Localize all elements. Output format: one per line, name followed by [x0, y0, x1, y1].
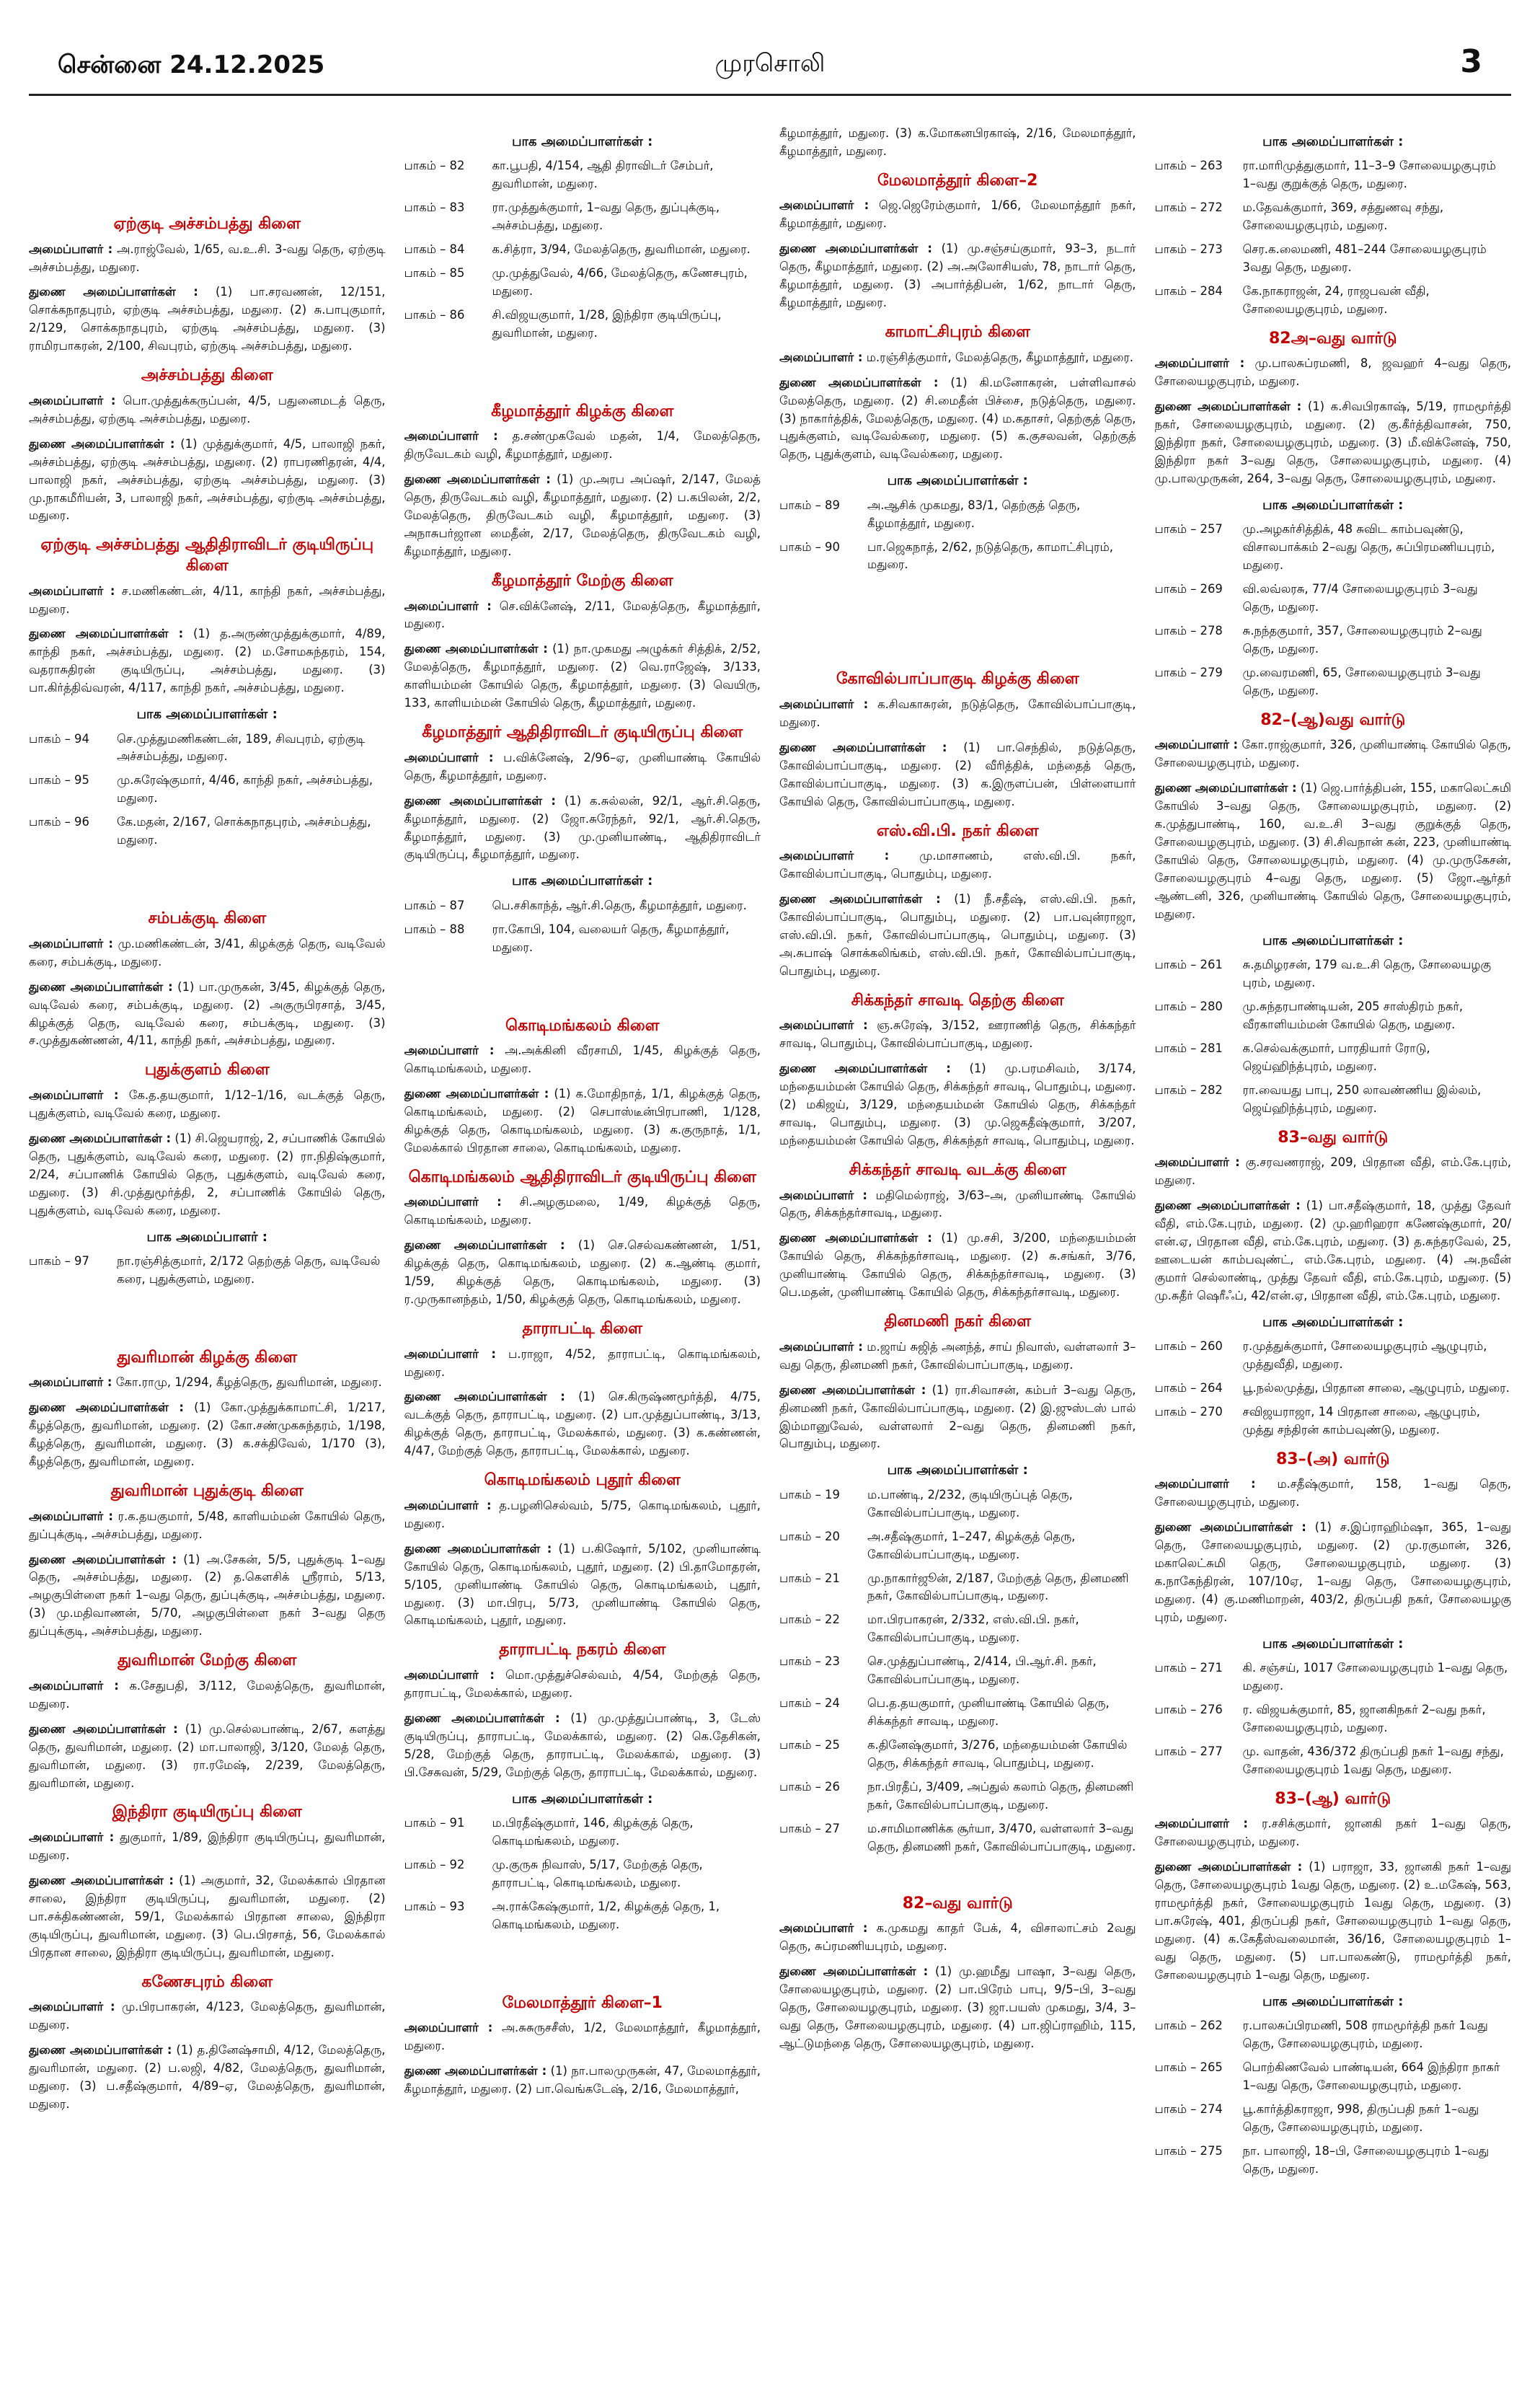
booth-number: பாகம் – 272: [1154, 200, 1223, 215]
paper-name: முரசொலி: [714, 49, 826, 78]
booth-organizer: மு.முத்துவேல், 4/66, மேலத்தெரு, கணேசபுரம், மதுரை.: [492, 266, 748, 298]
booth-row: [1155, 956, 1512, 992]
booth-heading: பாக அமைப்பாளர்கள் :: [136, 707, 278, 723]
booth-organizer: மு.நாகார்ஜூன், 2/187, மேற்குத் தெரு, தினமணி நகர், கோவில்பாப்பாகுடி, மதுரை.: [867, 1571, 1129, 1603]
deputy-organizers: துணை அமைப்பாளர்கள் : (1) பா.சதீஷ்குமார், 18, முத்து தேவர் வீதி, எம்.கே.புரம், மதுரை. (2) மு.ஹரிஹரா கணேஷ்குமார், 20/என்.ஏ, பிரதான வீதி, எம்.கே.புரம், மதுரை. (3) த.சுந்தரவேல், 25, ஊடையன் காம்பவுண்ட், எம்.கே.புரம், மதுரை. (4) அ.நவீன் குமார் செல்லாண்டி, முத்து தேவர் வீதி, எம்.கே.புரம், மதுரை. (5) மு.சுதீர் ஷெரீஃப், 42/என்.ஏ, பிரதான வீதி, எம்.கே.புரம், மதுரை.: [1154, 1199, 1511, 1302]
branch-title: துவரிமான் புதுக்குடி கிளை: [110, 1482, 304, 1501]
branch-title: தாராபட்டி கிளை: [522, 1320, 642, 1338]
booth-list: [1155, 157, 1512, 319]
booth-heading: பாக அமைப்பாளர்கள் :: [1262, 932, 1404, 948]
booth-number: பாகம் – 279: [1154, 665, 1223, 679]
booth-heading: பாக அமைப்பாளர்கள் :: [512, 134, 653, 149]
issue-date: சென்னை 24.12.2025: [58, 50, 325, 79]
booth-row: [404, 1856, 761, 1892]
booth-heading: பாக அமைப்பாளர்கள் :: [1262, 134, 1404, 149]
booth-list: [404, 157, 761, 342]
booth-organizer: மு.சுரேஷ்குமார், 4/46, காந்தி நகர், அச்சம்பத்து, மதுரை.: [117, 773, 373, 806]
booth-number: பாகம் – 280: [1154, 1000, 1223, 1014]
booth-organizer: ரா.மாரிமுத்துகுமார், 11–3–9 சோலையழகுபுரம் 1–வது குறுக்குத் தெரு, மதுரை.: [1242, 159, 1496, 191]
organizer: அமைப்பாளர் : மு.பிரபாகரன், 4/123, மேலத்தெரு, துவரிமான், மதுரை.: [29, 2000, 386, 2032]
booth-organizer: அ.ஆசிக் முகமது, 83/1, தெற்குத் தெரு, கீழமாத்தூர், மதுரை.: [867, 498, 1081, 530]
booth-organizer: நா.ரஞ்சித்குமார், 2/172 தெற்குத் தெரு, வடிவேல் கரை, புதுக்குளம், மதுரை.: [117, 1253, 381, 1286]
booth-number: பாகம் – 25: [779, 1738, 840, 1752]
booth-number: பாகம் – 87: [404, 898, 465, 912]
booth-heading: பாக அமைப்பாளர்கள் :: [1262, 1314, 1404, 1330]
branch-title: கொடிமங்கலம் ஆதிதிராவிடர் குடியிருப்பு கிளை: [408, 1168, 756, 1186]
branch-title: மேலமாத்தூர் கிளை–2: [877, 171, 1038, 190]
booth-organizer: சு.தமிழரசன், 179 வ.உ.சி தெரு, சோலையழகு புரம், மதுரை.: [1242, 958, 1491, 990]
booth-row: [1155, 2059, 1512, 2095]
booth-row: [779, 1611, 1136, 1647]
booth-list: [29, 731, 386, 850]
booth-organizer: ர.முத்துக்குமார், சோலையழகுபுரம் ஆழுபுரம், முத்துவீதி, மதுரை.: [1242, 1339, 1487, 1372]
booth-organizer: சு.நந்தகுமார், 357, சோலையழகுபுரம் 2–வது தெரு, மதுரை.: [1242, 624, 1482, 656]
organizer: அமைப்பாளர் : துகுமார், 1/89, இந்திரா குடியிருப்பு, துவரிமான், மதுரை.: [29, 1830, 386, 1862]
booth-number: பாகம் – 93: [404, 1899, 465, 1913]
deputy-organizers: துணை அமைப்பாளர்கள் : (1) நா.முகமது அழுக்கர் சித்திக், 2/52, மேலத்தெரு, கீழமாத்தூர், மதுரை. (2) வெ.ராஜேஷ், 3/133, காளியம்மன் கோயில் தெரு, கீழமாத்தூர், மதுரை. (3) வெயிரு, 133, காளியம்மன் கோயில் தெரு, கீழமாத்தூர், மதுரை.: [404, 642, 761, 710]
deputy-organizers: துணை அமைப்பாளர்கள் : (1) ரா.சிவாசன், கம்பர் 3–வது தெரு, தினமணி நகர், கோவில்பாப்பாகுடி, மதுரை. (2) இ.ஜுஸ்டஸ் பால் இம்மானுவேல், வள்ளலார் 2–வது தெரு, தினமணி நகர், பொதும்பு, மதுரை.: [779, 1382, 1136, 1451]
booth-organizer: ர.பாலசுப்பிரமணி, 508 ராமமூர்த்தி நகர் 1வது தெரு, சோலையழகுபுரம், மதுரை.: [1242, 2019, 1488, 2051]
booth-organizer: ம.தேவக்குமார், 369, சத்துணவு சந்து, சோலையழகுபுரம், மதுரை.: [1242, 200, 1444, 233]
booth-organizer: செ.முத்துப்பாண்டி, 2/414, பி.ஆர்.சி. நகர், கோவில்பாப்பாகுடி, மதுரை.: [867, 1654, 1097, 1687]
booth-heading: பாக அமைப்பாளர்கள் :: [887, 1463, 1028, 1478]
organizer: அமைப்பாளர் : கே.த.தயகுமார், 1/12–1/16, வடக்குத் தெரு, புதுக்குளம், வடிவேல் கரை, மதுரை.: [29, 1088, 386, 1120]
booth-list: [404, 1814, 761, 1934]
branch-title: எஸ்.வி.பி. நகர் கிளை: [876, 821, 1039, 840]
booth-organizer: பெ.த.தயகுமார், முனியாண்டி கோயில் தெரு, சிக்கந்தர் சாவடி, மதுரை.: [867, 1696, 1110, 1729]
branch-title: துவரிமான் மேற்கு கிளை: [118, 1651, 297, 1670]
booth-row: [404, 265, 761, 301]
booth-row: [779, 1528, 1136, 1564]
ward-title: 82–(ஆ)வது வார்டு: [1260, 710, 1406, 729]
organizer: அமைப்பாளர் : ச.மணிகண்டன், 4/11, காந்தி நகர், அச்சம்பத்து, மதுரை.: [29, 583, 386, 616]
booth-list: [404, 897, 761, 957]
booth-row: [779, 1778, 1136, 1814]
booth-number: பாகம் – 83: [404, 200, 465, 215]
organizer: அமைப்பாளர் : பொ.முத்துக்கருப்பன், 4/5, பதுனைமடத் தெரு, அச்சம்பத்து, ஏற்குடி அச்சம்பத்து, மதுரை.: [29, 393, 386, 425]
booth-row: [404, 1814, 761, 1851]
deputy-organizers: துணை அமைப்பாளர்கள் : (1) மு.ஹமீது பாஷா, 3–வது தெரு, சோலையழகுபுரம், மதுரை. (2) பா.பிரேம் பாபு, 9/5–பி, 3–வது தெரு, சோலையழகுபுரம், மதுரை. (3) ஜா.பயஸ் முகமது, 3/4, 3–வது தெரு, சோலையழகுபுரம், மதுரை. (4) பா.ஜிப்ராஹிம், 115, ஆட்டுமந்தை தெரு, சோலையழகுபுரம், மதுரை.: [779, 1964, 1136, 2050]
deputy-organizers: துணை அமைப்பாளர்கள் : (1) மு.சசி, 3/200, மந்தையம்மன் கோயில் தெரு, சிக்கந்தர்சாவடி, மதுரை. (2) சு.சங்கர், 3/76, முனியாண்டி கோயில் தெரு, சிக்கந்தர்சாவடி, மதுரை. (3) பெ.மதன், முனியாண்டி கோயில் தெரு, சிக்கந்தர்சாவடி, மதுரை.: [779, 1231, 1136, 1300]
column-4: [1155, 125, 1512, 2382]
booth-row: [1155, 241, 1512, 277]
booth-organizer: நா. பாலாஜி, 18–பி, சோலையழகுபுரம் 1–வது தெரு, மதுரை.: [1242, 2143, 1490, 2176]
booth-row: [1155, 1743, 1512, 1779]
booth-number: பாகம் – 265: [1154, 2060, 1223, 2075]
booth-row: [404, 306, 761, 343]
booth-organizer: க.சித்ரா, 3/94, மேலத்தெரு, துவரிமான், மதுரை.: [492, 242, 751, 257]
page-number: 3: [1460, 43, 1482, 80]
booth-organizer: சவிஜயராஜா, 14 பிரதான சாலை, ஆழுபுரம், முத்து சந்திரன் காம்பவுண்டு, மதுரை.: [1242, 1404, 1480, 1437]
booth-heading: பாக அமைப்பாளர்கள் :: [512, 873, 653, 889]
booth-heading: பாக அமைப்பாளர்கள் :: [512, 1791, 653, 1807]
organizer: அமைப்பாளர் : ப.ராஜா, 4/52, தாராபட்டி, கொடிமங்கலம், மதுரை.: [404, 1346, 761, 1379]
booth-number: பாகம் – 94: [29, 731, 89, 746]
booth-row: [404, 921, 761, 957]
deputy-organizers: துணை அமைப்பாளர்கள் : (1) அகுமார், 32, மேலக்கால் பிரதான சாலை, இந்திரா குடியிருப்பு, துவரிமான், மதுரை. (2) பா.சக்திகண்ணன், 59/1, மேலக்கால் பிரதான சாலை, இந்திரா குடியிருப்பு, துவரிமான், மதுரை. (3) பெ.பிரசாத், 56, மேலக்கால் பிரதான சாலை, இந்திரா குடியிருப்பு, துவரிமான், மதுரை.: [29, 1873, 386, 1959]
booth-row: [404, 241, 761, 259]
organizer: அமைப்பாளர் : த.பழனிசெல்வம், 5/75, கொடிமங்கலம், புதூர், மதுரை.: [404, 1498, 761, 1530]
organizer: அமைப்பாளர் : கு.சரவணராஜ், 209, பிரதான வீதி, எம்.கே.புரம், மதுரை.: [1154, 1155, 1511, 1188]
booth-number: பாகம் – 84: [404, 242, 465, 257]
organizer: அமைப்பாளர் : சி.அழகுமலை, 1/49, கிழக்குத் தெரு, கொடிமங்கலம், மதுரை.: [404, 1195, 761, 1227]
organizer: அமைப்பாளர் : அ.அக்கினி வீரசாமி, 1/45, கிழக்குத் தெரு, கொடிமங்கலம், மதுரை.: [404, 1044, 761, 1076]
deputy-organizers: துணை அமைப்பாளர்கள் : (1) த.தினேஷ்சாமி, 4/12, மேலத்தெரு, துவரிமான், மதுரை. (2) ப.லஜி, 4/82, மேலத்தெரு, துவரிமான், மதுரை. (3) ப.சதீஷ்குமார், 4/89–ஏ, மேலத்தெரு, துவரிமான், மதுரை.: [29, 2043, 386, 2111]
booth-number: பாகம் – 26: [779, 1779, 840, 1794]
deputy-organizers: துணை அமைப்பாளர்கள் : (1) கோ.முத்துக்காமாட்சி, 1/217, கீழத்தெரு, துவரிமான், மதுரை. (2) கோ.சண்முகசுந்தரம், 1/198, கீழத்தெரு, துவரிமான், மதுரை. (3) க.சக்திவேல், 1/170 (3), கீழத்தெரு, துவரிமான், மதுரை.: [29, 1400, 386, 1469]
branch-title: சிக்கந்தர் சாவடி தெற்கு கிளை: [851, 991, 1064, 1010]
branch-title: அச்சம்பத்து கிளை: [141, 366, 273, 385]
booth-organizer: ரா.முத்துக்குமார், 1–வது தெரு, துப்புக்குடி, அச்சம்பத்து, மதுரை.: [492, 200, 720, 233]
branch-title: ஏற்குடி அச்சம்பத்து ஆதிதிராவிடர் குடியிருப்பு கிளை: [40, 536, 374, 575]
booth-row: [779, 497, 1136, 533]
booth-row: [29, 731, 386, 767]
branch-title: கணேசபுரம் கிளை: [141, 1972, 273, 1991]
deputy-organizers: துணை அமைப்பாளர்கள் : (1) மு.செல்லபாண்டி, 2/67, களத்து தெரு, துவரிமான், மதுரை. (2) மா.பாலாஜி, 3/120, மேலத் தெரு, துவரிமான், மதுரை. (3) ரா.ரமேஷ், 2/239, மேலத்தெரு, துவரிமான், மதுரை.: [29, 1721, 386, 1790]
booth-organizer: மு.குருசு நிவாஸ், 5/17, மேற்குத் தெரு, தாராபட்டி, கொடிமங்கலம், மதுரை.: [492, 1857, 703, 1889]
organizer: அமைப்பாளர் : ம.ஜாய் சுஜித் அனந்த், சாய் நிவாஸ், வள்ளலார் 3–வது தெரு, தினமணி நகர், கோவில்பாப்பாகுடி, மதுரை.: [779, 1339, 1136, 1372]
branch-title: தாராபட்டி நகரம் கிளை: [499, 1641, 666, 1659]
column-3: [779, 125, 1136, 2382]
booth-list: [1155, 521, 1512, 700]
booth-heading: பாக அமைப்பாளர்கள் :: [887, 473, 1028, 489]
booth-number: பாகம் – 86: [404, 307, 465, 322]
deputy-organizers: துணை அமைப்பாளர்கள் : (1) செ.செல்வகண்ணன், 1/51, கிழக்குத் தெரு, கொடிமங்கலம், மதுரை. (2) க.ஆண்டி குமார், 1/59, கிழக்குத் தெரு, கொடிமங்கலம், மதுரை. (3) ர.முருகானந்தம், 1/50, கிழக்குத் தெரு, கொடிமங்கலம், மதுரை.: [404, 1238, 761, 1307]
booth-organizer: செ.முத்துமணிகண்டன், 189, சிவபுரம், ஏற்குடி அச்சம்பத்து, மதுரை.: [117, 731, 366, 764]
booth-number: பாகம் – 82: [404, 159, 465, 173]
deputy-organizers: துணை அமைப்பாளர்கள் : (1) மு.சஞ்சய்குமார், 93–3, நடார் தெரு, கீழமாத்தூர், மதுரை. (2) அ.அலோசியஸ், 78, நாடார் தெரு, கீழமாத்தூர், மதுரை. (3) அபார்த்திபன், 1/62, நாடார் தெரு, கீழமாத்தூர், மதுரை.: [779, 242, 1136, 310]
organizer: அமைப்பாளர் : ப.விக்னேஷ், 2/96–ஏ, முனியாண்டி கோயில் தெரு, கீழமாத்தூர், மதுரை.: [404, 750, 761, 782]
deputy-organizers: துணை அமைப்பாளர்கள் : (1) ஜெ.பார்த்திபன், 155, மகாலெட்சுமி கோயில் 3–வது தெரு, சோலையழகுபுரம், மதுரை. (2) க.முத்துபாண்டி, 160, வ.உ.சி 3–வது குறுக்குத் தெரு, சோலையழகுபுரம், மதுரை. (3) சி.சிவநான் கன், 223, முனியாண்டி கோயில் தெரு, சோலையழகுபுரம், மதுரை. (4) மு.முருகேசன், சோலையழகுபுரம் 4–வது தெரு, மதுரை. (5) ஜோ.ஆர்தர் ஆண்டனி, 326, முனியாண்டி கோயில் தெரு, சோலையழகுபுரம், மதுரை.: [1154, 781, 1511, 921]
booth-number: பாகம் – 89: [779, 498, 840, 512]
ward-title: 82அ–வது வார்டு: [1268, 329, 1397, 348]
organizer: அமைப்பாளர் : ஜெ.ஜெரேம்குமார், 1/66, மேலமாத்தூர் நகர், கீழமாத்தூர், மதுரை.: [779, 198, 1136, 231]
booth-number: பாகம் – 92: [404, 1857, 465, 1871]
booth-organizer: பொற்கிணவேல் பாண்டியன், 664 இந்திரா நாகர் 1–வது தெரு, சோலையழகுபுரம், மதுரை.: [1242, 2060, 1500, 2093]
booth-row: [1155, 1403, 1512, 1439]
deputy-organizers: துணை அமைப்பாளர்கள் : (1) அ.சேகன், 5/5, புதுக்குடி 1–வது தெரு, அச்சம்பத்து, மதுரை. (2) த.கௌசிக் ஸ்ரீராம், 5/13, அழகுபிள்ளை நகர் 1–வது தெரு, துப்புக்குடி, அச்சம்பத்து, மதுரை. (3) மு.மதிவாணன், 5/70, அழகுபிள்ளை நகர் 3–வது தெரு துப்புக்குடி, அச்சம்பத்து, மதுரை.: [29, 1552, 386, 1638]
booth-organizer: மு.சுந்தரபாண்டியன், 205 சாஸ்திரம் நகர், வீரகாளியம்மன் கோயில் தெரு, மதுரை.: [1242, 1000, 1464, 1031]
booth-organizer: ம.சாமிமாணிக்க சூர்யா, 3/470, வள்ளலார் 3–வது தெரு, தினமணி நகர், கோவில்பாப்பாகுடி, மதுரை.: [867, 1821, 1136, 1853]
booth-row: [1155, 1040, 1512, 1076]
booth-number: பாகம் – 271: [1154, 1661, 1223, 1675]
organizer: அமைப்பாளர் : மொ.முத்துச்செல்வம், 4/54, மேற்குத் தெரு, தாராபட்டி, மேலக்கால், மதுரை.: [404, 1667, 761, 1700]
booth-organizer: பெ.சசிகாந்த், ஆர்.சி.தெரு, கீழமாத்தூர், மதுரை.: [492, 898, 747, 912]
booth-number: பாகம் – 270: [1154, 1404, 1223, 1419]
deputy-organizers: துணை அமைப்பாளர்கள் : (1) பா.சரவணன், 12/151, சொக்கநாதபுரம், ஏற்குடி அச்சம்பத்து, மதுரை. (2) சு.பாபுகுமார், 2/129, சொக்கநாதபுரம், ஏற்குடி அச்சம்பத்து, மதுரை. (3) ராமிரபாகரன், 2/100, சிவபுரம், ஏற்குடி அச்சம்பத்து, மதுரை.: [29, 285, 386, 353]
booth-number: பாகம் – 88: [404, 922, 465, 936]
booth-number: பாகம் – 95: [29, 773, 89, 788]
branch-title: கீழமாத்தூர் கிழக்கு கிளை: [491, 402, 674, 420]
booth-organizer: நா.பிரதீப், 3/409, அப்துல் கலாம் தெரு, தினமணி நகர், கோவில்பாப்பாகுடி, மதுரை.: [867, 1779, 1134, 1812]
organizer: அமைப்பாளர் : க.முகமது காதர் பேக், 4, விசாலாட்சம் 2வது தெரு, சுப்ரமணியபுரம், மதுரை.: [779, 1921, 1136, 1954]
booth-organizer: ரா.கோபி, 104, வலையர் தெரு, கீழமாத்தூர், மதுரை.: [492, 922, 730, 954]
deputy-organizers: துணை அமைப்பாளர்கள் : (1) கி.மனோகரன், பள்ளிவாசல் மேலத்தெரு, மதுரை. (2) சி.மைதீன் பிச்சை, நடுத்தெரு, மதுரை. (3) நாகார்த்திக், மேலத்தெரு, மதுரை. (4) ம.கதாசர், தெற்குத் தெரு, புதுக்குளம், வடிவேல்கரை, மதுரை. (5) க.குசலவன், தெற்குத் தெரு, புதுக்குளம், வடிவேல்கரை, மதுரை.: [779, 375, 1136, 462]
booth-row: [779, 1570, 1136, 1606]
booth-number: பாகம் – 24: [779, 1696, 840, 1711]
booth-number: பாகம் – 273: [1154, 242, 1223, 257]
booth-heading: பாக அமைப்பாளர்கள் :: [1262, 498, 1404, 513]
booth-organizer: அ.சதீஷ்குமார், 1–247, கிழக்குத் தெரு, கோவில்பாப்பாகுடி, மதுரை.: [867, 1529, 1076, 1561]
organizer: அமைப்பாளர் : க.சிவகாசுரன், நடுத்தெரு, கோவில்பாப்பாகுடி, மதுரை.: [779, 697, 1136, 729]
booth-row: [1155, 2143, 1512, 2179]
booth-organizer: ம.பாண்டி, 2/232, குடியிருப்புத் தெரு, கோவில்பாப்பாகுடி, மதுரை.: [867, 1487, 1073, 1519]
booth-number: பாகம் – 260: [1154, 1339, 1223, 1354]
booth-number: பாகம் – 27: [779, 1821, 840, 1835]
deputy-organizers: துணை அமைப்பாளர்கள் : (1) பராஜா, 33, ஜானகி நகர் 1–வது தெரு, சோலையழகுபுரம் 1வது தெரு, மதுரை. (2) உ.மகேஷ், 563, ராமமூர்த்தி நகர், சோலையழகுபுரம் 1வது தெரு, மதுரை. (3) பா.சுரேஷ், 401, திருப்பதி நகர், சோலையழகுபுரம் 1–வது தெரு, மதுரை. (4) க.கேதீஸ்வலைமான், 36/16, சோலையழகுபுரம் 1–வது தெரு, மதுரை. (5) பா.பாலகண்டு, ராமமூர்த்தி நகர், சோலையழகுபுரம் 1–வது தெரு, மதுரை.: [1154, 1860, 1511, 1982]
deputy-organizers: துணை அமைப்பாளர்கள் : (1) நா.பாலமுருகன், 47, மேலமாத்தூர், கீழமாத்தூர், மதுரை. (2) பா.வெங்கடேஷ், 2/16, மேலமாத்தூர்,: [404, 2064, 761, 2096]
branch-title: ஏற்குடி அச்சம்பத்து கிளை: [113, 215, 301, 233]
booth-row: [1155, 1082, 1512, 1118]
booth-row: [29, 1253, 386, 1289]
deputy-organizers: துணை அமைப்பாளர்கள் : (1) ப.கிஷோர், 5/102, முனியாண்டி கோயில் தெரு, கொடிமங்கலம், புதூர், மதுரை. (2) பி.தாமோதரன், 5/105, முனியாண்டி கோயில் தெரு, கொடிமங்கலம், புதூர், மதுரை. (3) மா.பிரபு, 5/73, முனியாண்டி கோயில் தெரு, கொடிமங்கலம், புதூர், மதுரை.: [404, 1541, 761, 1628]
booth-number: பாகம் – 85: [404, 266, 465, 281]
booth-row: [1155, 2017, 1512, 2053]
booth-row: [1155, 622, 1512, 658]
booth-organizer: கி. சஞ்சய், 1017 சோலையழகுபுரம் 1–வது தெரு, மதுரை.: [1242, 1661, 1508, 1693]
organizer: அமைப்பாளர் : அ.ராஜ்வேல், 1/65, வ.உ.சி. 3-வது தெரு, ஏற்குடி அச்சம்பத்து, மதுரை.: [29, 242, 386, 274]
booth-organizer: வி.லவ்லரசு, 77/4 சோலையழகுபுரம் 3–வது தெரு, மதுரை.: [1242, 582, 1478, 614]
booth-list: [1155, 1338, 1512, 1439]
booth-row: [779, 1653, 1136, 1689]
booth-number: பாகம் – 277: [1154, 1744, 1223, 1758]
organizer: அமைப்பாளர் : செ.விக்னேஷ், 2/11, மேலத்தெரு, கீழமாத்தூர், மதுரை.: [404, 599, 761, 631]
booth-organizer: கா.பூபதி, 4/154, ஆதி திராவிடர் சேம்பர், துவரிமான், மதுரை.: [492, 159, 714, 191]
deputy-organizers: துணை அமைப்பாளர்கள் : (1) பா.முருகன், 3/45, கிழக்குத் தெரு, வடிவேல் கரை, சம்பக்குடி, மதுரை. (2) அகுருபிரசாத், 3/45, கிழக்குத் தெரு, வடிவேல் கரை, சம்பக்குடி, மதுரை. (3) ச.முத்துகண்ணன், 4/11, காந்தி நகர், அச்சம்பத்து, மதுரை.: [29, 979, 386, 1048]
booth-number: பாகம் – 21: [779, 1571, 840, 1585]
booth-list: [29, 1253, 386, 1289]
organizer: அமைப்பாளர் : மு.மாசாணம், எஸ்.வி.பி. நகர், கோவில்பாப்பாகுடி, பொதும்பு, மதுரை.: [779, 849, 1136, 881]
booth-number: பாகம் – 264: [1154, 1380, 1223, 1395]
branch-title: துவரிமான் கிழக்கு கிளை: [117, 1348, 298, 1367]
booth-organizer: ர. விஜயக்குமார், 85, ஜானகிநகர் 2–வது நகர், சோலையழகுபுரம், மதுரை.: [1242, 1703, 1486, 1735]
booth-list: [779, 1486, 1136, 1856]
branch-title: சம்பக்குடி கிளை: [148, 909, 267, 928]
booth-organizer: மு.வைரமணி, 65, சோலையழகுபுரம் 3–வது தெரு, மதுரை.: [1242, 665, 1481, 697]
booth-row: [1155, 157, 1512, 193]
deputy-organizers: துணை அமைப்பாளர்கள் : (1) நீ.சதீஷ், எஸ்.வி.பி. நகர், கோவில்பாப்பாகுடி, பொதும்பு, மதுரை. (2) பா.பவுன்ராஜா, எஸ்.வி.பி. நகர், கோவில்பாப்பாகுடி, பொதும்பு, மதுரை. (3) அ.சுபாஷ் சொக்கலிங்கம், எஸ்.வி.பி. நகர், கோவில்பாப்பாகுடி, பொதும்பு, மதுரை.: [779, 892, 1136, 978]
branch-title: மேலமாத்தூர் கிளை–1: [502, 1993, 663, 2012]
booth-row: [779, 1486, 1136, 1522]
booth-number: பாகம் – 19: [779, 1487, 840, 1501]
booth-row: [1155, 664, 1512, 700]
booth-number: பாகம் – 20: [779, 1529, 840, 1543]
columns: [29, 125, 1511, 2382]
booth-number: பாகம் – 284: [1154, 283, 1223, 298]
booth-number: பாகம் – 262: [1154, 2019, 1223, 2033]
booth-number: பாகம் – 90: [779, 539, 840, 554]
organizer: அமைப்பாளர் : ர.சசிக்குமார், ஜானகி நகர் 1–வது தெரு, சோலையழகுபுரம், மதுரை.: [1154, 1817, 1511, 1849]
booth-list: [1155, 956, 1512, 1118]
booth-organizer: ரா.வையது பாபு, 250 லாவண்ணிய இல்லம், ஜெய்ஹிந்த்புரம், மதுரை.: [1242, 1082, 1482, 1115]
booth-row: [1155, 1701, 1512, 1737]
organizer: அமைப்பாளர் : மு.பாலசுப்ரமணி, 8, ஜவஹர் 4–வது தெரு, சோலையழகுபுரம், மதுரை.: [1154, 356, 1511, 389]
booth-row: [404, 157, 761, 193]
booth-number: பாகம் – 282: [1154, 1082, 1223, 1097]
booth-row: [779, 1820, 1136, 1856]
booth-row: [29, 772, 386, 808]
booth-heading: பாக அமைப்பாளர் :: [146, 1229, 267, 1245]
booth-number: பாகம் – 276: [1154, 1703, 1223, 1717]
booth-row: [1155, 998, 1512, 1034]
booth-row: [779, 1737, 1136, 1773]
booth-list: [779, 497, 1136, 575]
booth-organizer: மு.அழகர்சித்திக், 48 சுவிட காம்பவுண்டு, விசாலபாக்கம் 2–வது தெரு, சுப்பிரமணியபுரம், மதுரை.: [1242, 522, 1495, 573]
organizer: அமைப்பாளர் : ஞ.சுரேஷ், 3/152, ஊராணித் தெரு, சிக்கந்தர் சாவடி, பொதும்பு, கோவில்பாப்பாகுடி, மதுரை.: [779, 1018, 1136, 1051]
deputy-organizers: துணை அமைப்பாளர்கள் : (1) மு.முத்துப்பாண்டி, 3, டேஸ் குடியிருப்பு, தாராபட்டி, மேலக்கால், மதுரை. (2) கெ.தேசிகன், 5/28, மேற்குத் தெரு, தாராபட்டி, மேலக்கால், மதுரை. (3) பி.சேசுவன், 5/29, மேற்குத் தெரு, தாராபட்டி, மேலக்கால், மதுரை.: [404, 1711, 761, 1779]
branch-title: கீழமாத்தூர் ஆதிதிராவிடர் குடியிருப்பு கிளை: [422, 723, 743, 742]
booth-row: [404, 1898, 761, 1934]
booth-row: [1155, 521, 1512, 575]
booth-row: [1155, 2101, 1512, 2137]
ward-title: 83–வது வார்டு: [1278, 1128, 1389, 1147]
deputy-organizers: துணை அமைப்பாளர்கள் : (1) த.அருண்முத்துக்குமார், 4/89, காந்தி நகர், அச்சம்பத்து, மதுரை. (2) ம.சோமசுந்தரம், 154, வதராசுதிரன் குடியிருப்பு, அச்சம்பத்து, மதுரை. (3) பா.கிர்த்திவ்வரன், 4/117, காந்தி நகர், அச்சம்பத்து, மதுரை.: [29, 627, 386, 695]
deputy-organizers: துணை அமைப்பாளர்கள் : (1) மு.அரப அப்ஷர், 2/147, மேலத் தெரு, திருவேடகம் வழி, கீழமாத்தூர், மதுரை. (2) ப.கபிலன், 2/2, மேலத்தெரு, திருவேடகம் வழி, கீழமாத்தூர், மதுரை. (3) அநாசுபர்ஜான மைதீன், 2/17, மேலத்தெரு, திருவேடகம் வழி, கீழமாத்தூர், மதுரை.: [404, 472, 761, 559]
branch-title: கீழமாத்தூர் மேற்கு கிளை: [491, 571, 673, 590]
booth-number: பாகம் – 257: [1154, 522, 1223, 537]
booth-number: பாகம் – 274: [1154, 2102, 1223, 2116]
deputy-organizers: துணை அமைப்பாளர்கள் : (1) க.சிவபிரகாஷ், 5/19, ராமமூர்த்தி நகர், சோலையழகுபுரம், மதுரை. (2) கு.கீர்த்திவாசன், 750, இந்திரா நகர், சோலையழகுபுரம், மதுரை. (3) மீ.விக்னேஷ், 750, இந்திரா நகர் 3–வது தெரு, சோலையழகுபுரம், மதுரை. (4) மு.பாலமுருகன், 264, 3–வது தெரு, சோலையழகுபுரம், மதுரை.: [1154, 400, 1511, 486]
booth-row: [1155, 581, 1512, 617]
branch-title: இந்திரா குடியிருப்பு கிளை: [112, 1803, 302, 1822]
booth-row: [1155, 1380, 1512, 1398]
booth-number: பாகம் – 96: [29, 815, 89, 829]
booth-organizer: கே.மதன், 2/167, சொக்கநாதபுரம், அச்சம்பத்து, மதுரை.: [117, 815, 371, 847]
booth-number: பாகம் – 22: [779, 1613, 840, 1627]
booth-number: பாகம் – 23: [779, 1654, 840, 1669]
booth-organizer: க.செல்வக்குமார், பாரதியார் ரோடு, ஜெய்ஹிந்த்புரம், மதுரை.: [1242, 1041, 1430, 1073]
booth-organizer: பா.ஜெகநாத், 2/62, நடுத்தெரு, காமாட்சிபுரம், மதுரை.: [867, 539, 1113, 572]
booth-organizer: பூ.நல்லமுத்து, பிரதான சாலை, ஆழுபுரம், மதுரை.: [1242, 1380, 1510, 1395]
booth-row: [404, 199, 761, 235]
deputy-organizers: துணை அமைப்பாளர்கள் : (1) ச.இப்ராஹிம்ஷா, 365, 1–வது தெரு, சோலையழகுபுரம், மதுரை. (2) மு.ரகுமான், 326, மகாலெட்சுமி தெரு, சோலையழகுபுரம், மதுரை. (3) க.நாகேந்திரன், 107/10ஏ, 1–வது தெரு, சோலையழகுபுரம், மதுரை. (4) கு.மணிமாறன், 403/2, திருப்பதி நகர், சோலையழகு புரம், மதுரை.: [1154, 1520, 1511, 1624]
masthead: [29, 43, 1511, 96]
organizer: அமைப்பாளர் : க.சேதுபதி, 3/112, மேலத்தெரு, துவரிமான், மதுரை.: [29, 1678, 386, 1711]
column-2: [404, 125, 761, 2382]
booth-list: [1155, 2017, 1512, 2179]
ward-title: 83–(அ) வார்டு: [1275, 1450, 1390, 1468]
branch-title: கோவில்பாப்பாகுடி கிழக்கு கிளை: [836, 670, 1079, 689]
booth-number: பாகம் – 91: [404, 1815, 465, 1830]
booth-row: [1155, 1659, 1512, 1695]
deputy-organizers: துணை அமைப்பாளர்கள் : (1) பா.செந்தில், நடுத்தெரு, கோவில்பாப்பாகுடி, மதுரை. (2) வீரித்திக், மந்தைத் தெரு, கோவில்பாப்பாகுடி, மதுரை. (3) க.இருளப்பன், பிள்ளையார் கோயில் தெரு, கோவில்பாப்பாகுடி, மதுரை.: [779, 740, 1136, 808]
organizer: அமைப்பாளர் : மதிமெல்ராஜ், 3/63–அ, முனியாண்டி கோயில் தெரு, சிக்கந்தர்சாவடி, மதுரை.: [779, 1188, 1136, 1220]
booth-organizer: செர.க.லைமணி, 481–244 சோலையழகுபுரம் 3வது தெரு, மதுரை.: [1242, 242, 1487, 275]
organizer: அமைப்பாளர் : அ.சுசுருசசீஸ், 1/2, மேலமாத்தூர், கீழமாத்தூர், மதுரை.: [404, 2021, 761, 2053]
deputy-organizers: துணை அமைப்பாளர்கள் : (1) க.மோதிநாத், 1/1, கிழக்குத் தெரு, கொடிமங்கலம், மதுரை. (2) செபாஸ்டீன்பிரபாணி, 1/128, கிழக்குத் தெரு, கொடிமங்கலம், மதுரை. (3) க.குருநாத், 1/1, மேலக்கால் பிரதான சாலை, கொடிமங்கலம், மதுரை.: [404, 1087, 761, 1155]
organizer: அமைப்பாளர் : ர.க.தயகுமார், 5/48, காளியம்மன் கோயில் தெரு, துப்புக்குடி, அச்சம்பத்து, மதுரை.: [29, 1509, 386, 1541]
continued-text: கீழமாத்தூர், மதுரை. (3) க.மோகனபிரகாஷ், 2/16, மேலமாத்தூர், கீழமாத்தூர், மதுரை.: [779, 126, 1136, 158]
booth-row: [779, 539, 1136, 575]
deputy-organizers: துணை அமைப்பாளர்கள் : (1) முத்துக்குமார், 4/5, பாலாஜி நகர், அச்சம்பத்து, ஏற்குடி அச்சம்பத்து, மதுரை. (2) ராபரணிதரன், 4/4, பாலாஜி நகர், அச்சம்பத்து, ஏற்குடி அச்சம்பத்து, மதுரை. (3) மு.நாகமீரியன், 3, பாலாஜி நகர், அச்சம்பத்து, ஏற்குடி அச்சம்பத்து, மதுரை.: [29, 436, 386, 523]
booth-organizer: கே.நாகராஜன், 24, ராஜபவன் வீதி, சோலையழகுபுரம், மதுரை.: [1242, 283, 1430, 316]
booth-organizer: அ.ராக்கேஷ்குமார், 1/2, கிழக்குத் தெரு, 1, கொடிமங்கலம், மதுரை.: [492, 1899, 720, 1931]
booth-heading: பாக அமைப்பாளர்கள் :: [1262, 1636, 1404, 1651]
booth-number: பாகம் – 263: [1154, 159, 1223, 173]
booth-organizer: பூ.கார்த்திகராஜா, 998, திருப்பதி நகர் 1–வது தெரு, சோலையழகுபுரம், மதுரை.: [1242, 2102, 1479, 2134]
branch-title: தினமணி நகர் கிளை: [884, 1313, 1031, 1331]
branch-title: கொடிமங்கலம் கிளை: [505, 1016, 660, 1035]
column-1: [29, 125, 386, 2382]
branch-title: கொடிமங்கலம் புதூர் கிளை: [484, 1471, 681, 1490]
booth-number: பாகம் – 281: [1154, 1041, 1223, 1055]
organizer: அமைப்பாளர் : மு.மணிகண்டன், 3/41, கிழக்குத் தெரு, வடிவேல் கரை, சம்பக்குடி, மதுரை.: [29, 936, 386, 969]
booth-row: [1155, 1338, 1512, 1374]
booth-organizer: க.தினேஷ்குமார், 3/276, மந்தையம்மன் கோயில் தெரு, சிக்கந்தர் சாவடி, பொதும்பு, மதுரை.: [867, 1738, 1128, 1770]
branch-title: சிக்கந்தர் சாவடி வடக்கு கிளை: [849, 1160, 1066, 1179]
branch-title: புதுக்குளம் கிளை: [144, 1061, 270, 1080]
booth-organizer: மு. வாதன், 436/372 திருப்பதி நகர் 1–வது சந்து, சோலையழகுபுரம் 1வது தெரு, மதுரை.: [1242, 1744, 1504, 1776]
booth-organizer: ம.பிரதீஷ்குமார், 146, கிழக்குத் தெரு, கொடிமங்கலம், மதுரை.: [492, 1815, 694, 1848]
booth-number: பாகம் – 261: [1154, 958, 1223, 972]
booth-row: [1155, 199, 1512, 235]
booth-row: [29, 813, 386, 850]
organizer: அமைப்பாளர் : கோ.ராமு, 1/294, கீழத்தெரு, துவரிமான், மதுரை.: [29, 1375, 382, 1390]
organizer: அமைப்பாளர் : ம.சதீஷ்குமார், 158, 1–வது தெரு, சோலையழகுபுரம், மதுரை.: [1154, 1477, 1511, 1509]
ward-title: 82–வது வார்டு: [902, 1894, 1013, 1913]
booth-organizer: சி.விஜயகுமார், 1/28, இந்திரா குடியிருப்பு, துவரிமான், மதுரை.: [492, 307, 722, 340]
branch-title: காமாட்சிபுரம் கிளை: [885, 323, 1030, 342]
booth-number: பாகம் – 275: [1154, 2143, 1223, 2158]
booth-row: [1155, 283, 1512, 319]
deputy-organizers: துணை அமைப்பாளர்கள் : (1) செ.கிருஷ்ணமூர்த்தி, 4/75, வடக்குத் தெரு, தாராபட்டி, மதுரை. (2) பா.முத்துப்பாண்டி, 3/13, கிழக்குத் தெரு, தாராபட்டி, மேலக்கால், மதுரை. (3) க.கண்ணன், 4/47, மேற்குத் தெரு, தாராபட்டி, மேலக்கால், மதுரை.: [404, 1390, 761, 1458]
booth-list: [1155, 1659, 1512, 1779]
booth-number: பாகம் – 97: [29, 1253, 89, 1268]
booth-row: [404, 897, 761, 915]
booth-number: பாகம் – 269: [1154, 582, 1223, 596]
booth-number: பாகம் – 278: [1154, 624, 1223, 638]
organizer: அமைப்பாளர் : ம.ரஞ்சித்குமார், மேலத்தெரு, கீழமாத்தூர், மதுரை.: [779, 350, 1134, 364]
deputy-organizers: துணை அமைப்பாளர்கள் : (1) மு.பரமசிவம், 3/174, மந்தையம்மன் கோயில் தெரு, சிக்கந்தர் சாவடி, பொதும்பு, மதுரை. (2) மகிஜய், 3/129, மந்தையம்மன் கோயில் தெரு, சிக்கந்தர் சாவடி, பொதும்பு, மதுரை. (3) மு.ஜெகதீஷ்குமார், 3/207, மந்தையம்மன் கோயில் தெரு, சிக்கந்தர் சாவடி, பொதும்பு, மதுரை.: [779, 1062, 1136, 1148]
organizer: அமைப்பாளர் : த.சண்முகவேல் மதன், 1/4, மேலத்தெரு, திருவேடகம் வழி, கீழமாத்தூர், மதுரை.: [404, 429, 761, 462]
deputy-organizers: துணை அமைப்பாளர்கள் : (1) க.சுல்லன், 92/1, ஆர்.சி.தெரு, கீழமாத்தூர், மதுரை. (2) ஜோ.சுரேந்தர், 92/1, ஆர்.சி.தெரு, கீழமாத்தூர், மதுரை. (3) மு.முனியாண்டி, ஆதிதிராவிடர் குடியிருப்பு, கீழமாத்தூர், மதுரை.: [404, 793, 761, 862]
booth-row: [779, 1695, 1136, 1731]
booth-organizer: மா.பிரபாகரன், 2/332, எஸ்.வி.பி. நகர், கோவில்பாப்பாகுடி, மதுரை.: [867, 1613, 1079, 1645]
booth-heading: பாக அமைப்பாளர்கள் :: [1262, 1993, 1404, 2009]
organizer: அமைப்பாளர் : கோ.ராஜ்குமார், 326, முனியாண்டி கோயில் தெரு, சோலையழகுபுரம், மதுரை.: [1154, 738, 1511, 770]
deputy-organizers: துணை அமைப்பாளர்கள் : (1) சி.ஜெயராஜ், 2, சப்பாணிக் கோயில் தெரு, புதுக்குளம், வடிவேல் கரை, மதுரை. (2) ரா.நிதிஷ்குமார், 2/24, சப்பாணிக் கோயில் தெரு, புதுக்குளம், வடிவேல் கரை, மதுரை. (3) சி.முத்துமூர்த்தி, 2, சப்பாணிக் கோயில் தெரு, புதுக்குளம், வடிவேல் கரை, மதுரை.: [29, 1131, 386, 1217]
ward-title: 83–(ஆ) வார்டு: [1275, 1789, 1391, 1808]
